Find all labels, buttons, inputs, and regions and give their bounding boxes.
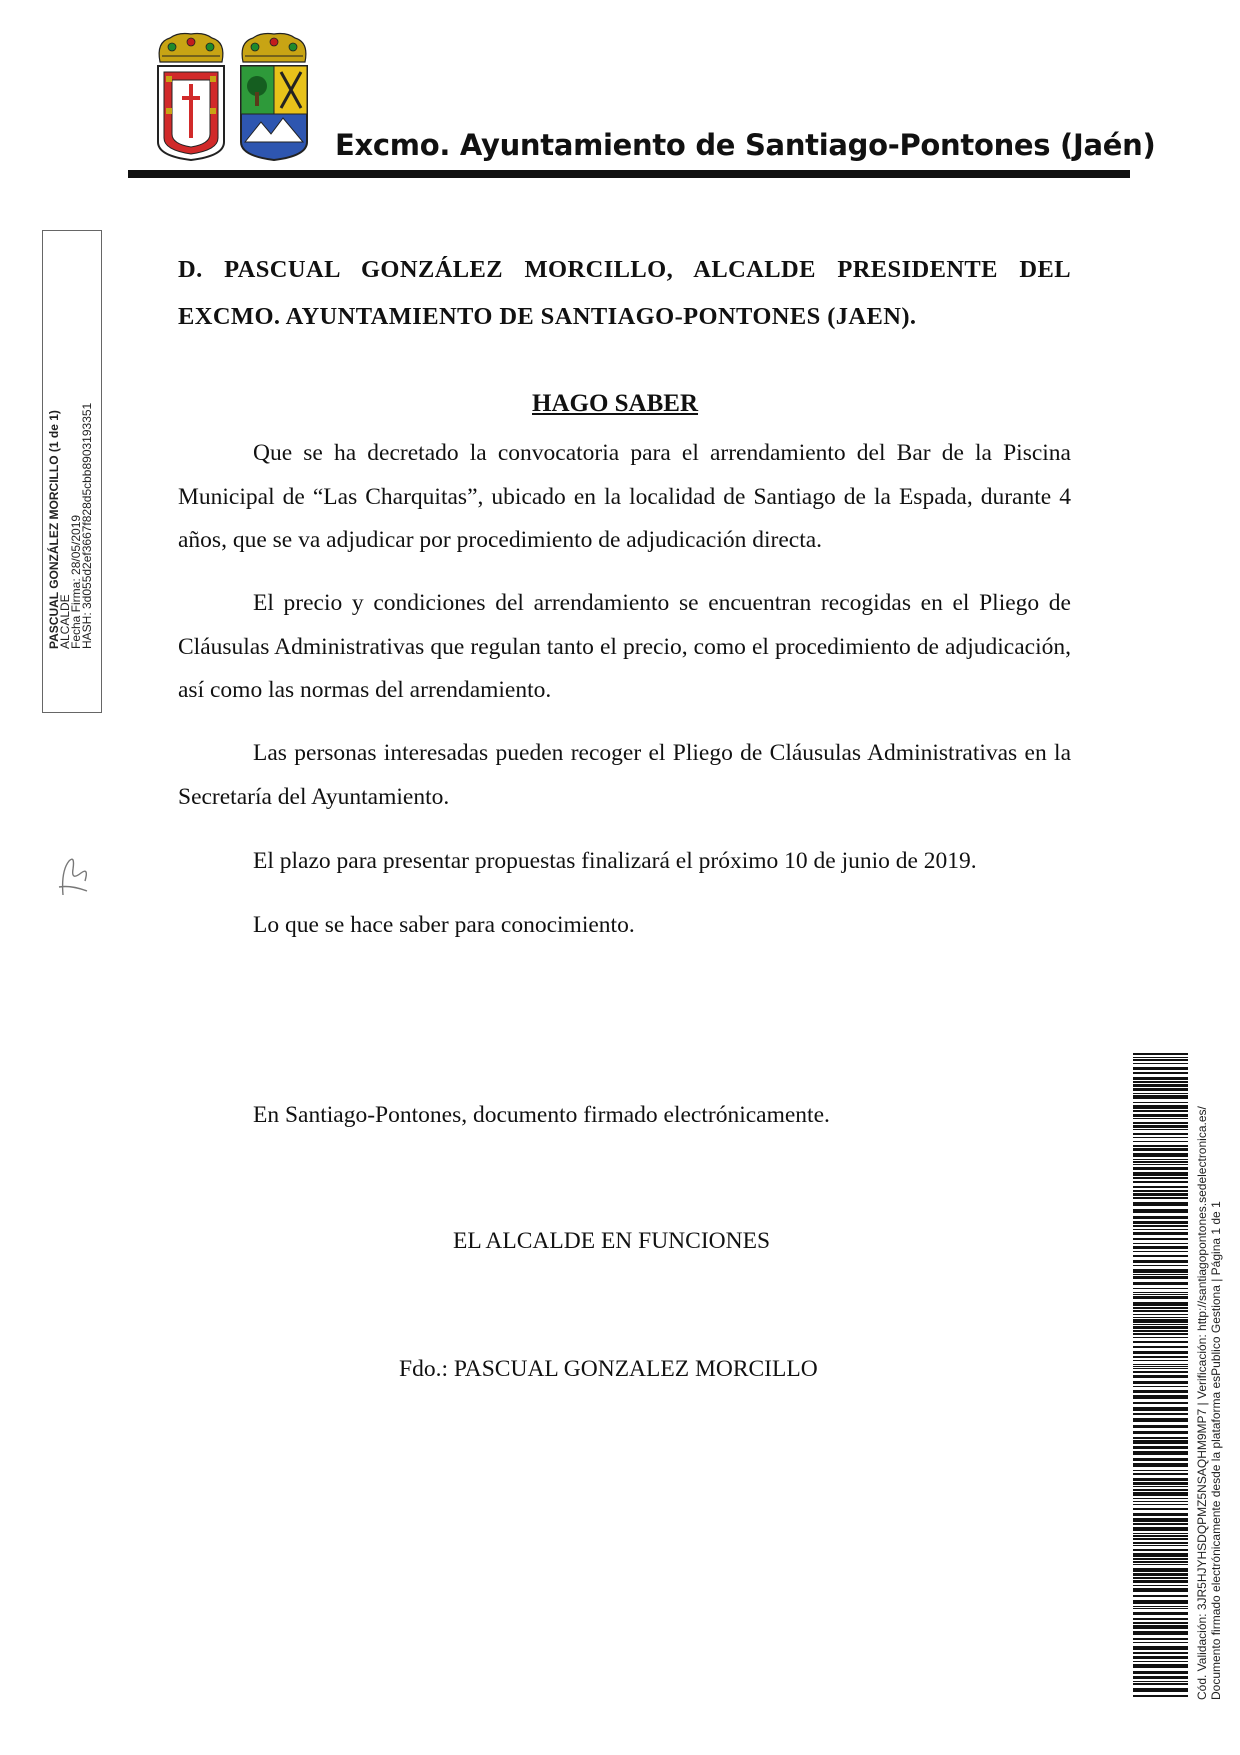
- barcode-bar: [1133, 1159, 1188, 1160]
- barcode-bar: [1133, 1209, 1188, 1213]
- verification-line-2: Documento firmado electrónicamente desde la plataforma esPublico Gestiona | Página 1 de 1: [1209, 1201, 1223, 1700]
- barcode-bar: [1133, 1482, 1188, 1485]
- paragraph-3: Las personas interesadas pueden recoger el Pliego de Cláusulas Administrativas en la Secretaría del Ayuntamiento.: [178, 740, 1071, 810]
- barcode-bar: [1133, 1527, 1188, 1531]
- document-subtitle: HAGO SABER: [532, 390, 699, 417]
- barcode-bar: [1133, 1375, 1188, 1378]
- barcode-bar: [1133, 1114, 1188, 1117]
- barcode-bar: [1133, 1265, 1188, 1266]
- barcode-bar: [1133, 1167, 1188, 1170]
- barcode-bar: [1133, 1346, 1188, 1348]
- barcode-bar: [1133, 1282, 1188, 1285]
- barcode-bar: [1133, 1148, 1188, 1151]
- barcode-bar: [1133, 1225, 1188, 1227]
- barcode-bar: [1133, 1446, 1188, 1449]
- barcode-bar: [1133, 1542, 1188, 1544]
- signature-signer: PASCUAL GONZÁLEZ MORCILLO (1 de 1): [47, 410, 61, 649]
- barcode-bar: [1133, 1276, 1188, 1279]
- barcode-bar: [1133, 1102, 1188, 1103]
- barcode-bar: [1133, 1197, 1188, 1199]
- barcode-bar: [1133, 1504, 1188, 1505]
- barcode-bar: [1133, 1221, 1188, 1224]
- verification-line-1: Cód. Validación: 3JR5HJYHSDQPMZ5NSAQHM9MP7 | Verificación: http://santiagopontones.sedelectronica.es/: [1195, 1106, 1209, 1700]
- barcode-bar: [1133, 1431, 1188, 1434]
- barcode-bar: [1133, 1622, 1188, 1624]
- barcode-bar: [1133, 1366, 1188, 1367]
- barcode-bar: [1133, 1381, 1188, 1384]
- municipal-crest-left: [152, 30, 230, 162]
- barcode-bar: [1133, 1533, 1188, 1534]
- barcode-bar: [1133, 1523, 1188, 1525]
- barcode-bar: [1133, 1595, 1188, 1597]
- barcode-bar: [1133, 1573, 1188, 1576]
- barcode-bar: [1133, 1317, 1188, 1318]
- barcode-bar: [1133, 1356, 1188, 1358]
- paragraph-2: El precio y condiciones del arrendamiento se encuentran recogidas en el Pliego de Cláusulas Administrativas que regulan tanto el precio, como el procedimiento de adjudicación, así como las normas del arrendamiento.: [178, 590, 1071, 703]
- barcode-bar: [1133, 1451, 1188, 1455]
- barcode-bar: [1133, 1341, 1188, 1343]
- barcode-bar: [1133, 1545, 1188, 1546]
- barcode-bar: [1133, 1288, 1188, 1289]
- barcode-bar: [1133, 1518, 1188, 1522]
- barcode-bar: [1133, 1498, 1188, 1499]
- barcode-bar: [1133, 1561, 1188, 1563]
- barcode-bar: [1133, 1145, 1188, 1147]
- barcode-bar: [1133, 1067, 1188, 1070]
- barcode-bar: [1133, 1608, 1188, 1609]
- barcode-bar: [1133, 1260, 1188, 1263]
- signature-date: Fecha Firma: 28/05/2019: [69, 514, 83, 649]
- barcode-bar: [1133, 1671, 1188, 1674]
- barcode-bar: [1133, 1202, 1188, 1206]
- barcode-bar: [1133, 1137, 1188, 1138]
- barcode-bar: [1133, 1478, 1188, 1481]
- barcode-bar: [1133, 1625, 1188, 1629]
- barcode-bar: [1133, 1631, 1188, 1635]
- signatory-name: Fdo.: PASCUAL GONZALEZ MORCILLO: [399, 1356, 818, 1382]
- barcode-bar: [1133, 1310, 1188, 1312]
- barcode-bar: [1133, 1307, 1188, 1309]
- barcode-bar: [1133, 1489, 1188, 1491]
- barcode-bar: [1133, 1296, 1188, 1299]
- barcode-bar: [1133, 1088, 1188, 1091]
- barcode-bar: [1133, 1232, 1188, 1235]
- barcode-bar: [1133, 1118, 1188, 1119]
- barcode-bar: [1133, 1612, 1188, 1615]
- header-title: Excmo. Ayuntamiento de Santiago-Pontones (Jaén): [335, 128, 1156, 162]
- deadline-text: El plazo para presentar propuestas finalizará el próximo 10 de junio de 2019.: [253, 848, 977, 874]
- barcode-bar: [1133, 1568, 1188, 1572]
- place-note: En Santiago-Pontones, documento firmado electrónicamente.: [253, 1102, 830, 1128]
- barcode-bar: [1133, 1294, 1188, 1295]
- barcode-bar: [1133, 1558, 1188, 1560]
- barcode-bar: [1133, 1440, 1188, 1444]
- barcode-bar: [1133, 1063, 1188, 1064]
- barcode-bar: [1133, 1059, 1188, 1061]
- barcode-bar: [1133, 1606, 1188, 1607]
- barcode-bar: [1133, 1463, 1188, 1467]
- barcode-bar: [1133, 1618, 1188, 1620]
- barcode-bar: [1133, 1077, 1188, 1080]
- barcode-bar: [1133, 1093, 1188, 1094]
- barcode-bar: [1133, 1390, 1188, 1393]
- barcode-bar: [1133, 1255, 1188, 1257]
- barcode-bar: [1133, 1125, 1188, 1128]
- barcode-bar: [1133, 1274, 1188, 1275]
- barcode-bar: [1133, 1600, 1188, 1604]
- barcode-bar: [1133, 1164, 1188, 1165]
- barcode-bar: [1133, 1190, 1188, 1192]
- document-heading: D. PASCUAL GONZÁLEZ MORCILLO, ALCALDE PRESIDENTE DEL EXCMO. AYUNTAMIENTO DE SANTIAGO-PONTONES (JAEN).: [178, 256, 1071, 330]
- barcode-bar: [1133, 1492, 1188, 1496]
- barcode-bar: [1133, 1364, 1188, 1365]
- barcode-bar: [1133, 1229, 1188, 1230]
- signature-stamp: [42, 230, 102, 713]
- barcode-bar: [1133, 1656, 1188, 1659]
- barcode-bar: [1133, 1473, 1188, 1475]
- header-rule: [128, 170, 1130, 178]
- barcode-bar: [1133, 1360, 1188, 1361]
- barcode-bar: [1133, 1084, 1188, 1087]
- barcode-bar: [1133, 1133, 1188, 1135]
- barcode-bar: [1133, 1588, 1188, 1592]
- barcode-bar: [1133, 1683, 1188, 1685]
- barcode-bar: [1133, 1333, 1188, 1335]
- barcode-bar: [1133, 1553, 1188, 1557]
- barcode-bar: [1133, 1661, 1188, 1662]
- barcode-bar: [1133, 1251, 1188, 1252]
- barcode-bar: [1133, 1081, 1188, 1083]
- barcode-bar: [1133, 1437, 1188, 1439]
- barcode-bar: [1133, 1646, 1188, 1650]
- barcode-bar: [1133, 1418, 1188, 1422]
- barcode-bar: [1133, 1695, 1188, 1697]
- barcode-bar: [1133, 1302, 1188, 1306]
- barcode-bar: [1133, 1057, 1188, 1058]
- barcode-bar: [1133, 1246, 1188, 1249]
- barcode-bar: [1133, 1513, 1188, 1516]
- barcode-bar: [1133, 1243, 1188, 1244]
- barcode-bar: [1133, 1580, 1188, 1583]
- barcode-bar: [1133, 1407, 1188, 1411]
- barcode-bar: [1133, 1292, 1188, 1293]
- barcode-bar: [1133, 1161, 1188, 1163]
- verification-text: [1195, 1054, 1235, 1700]
- barcode-bar: [1133, 1319, 1188, 1323]
- barcode-bar: [1133, 1564, 1188, 1565]
- barcode-bar: [1133, 1330, 1188, 1332]
- barcode-bar: [1133, 1371, 1188, 1373]
- barcode-bar: [1133, 1314, 1188, 1315]
- barcode-bar: [1133, 1538, 1188, 1540]
- barcode-bar: [1133, 1172, 1188, 1176]
- barcode-bar: [1133, 1095, 1188, 1099]
- barcode-bar: [1133, 1549, 1188, 1551]
- barcode-bar: [1133, 1105, 1188, 1109]
- closing-text: Lo que se hace saber para conocimiento.: [253, 912, 635, 938]
- barcode-bar: [1133, 1337, 1188, 1338]
- barcode-bar: [1133, 1177, 1188, 1179]
- validation-barcode: [1133, 1053, 1188, 1699]
- barcode-bar: [1133, 1402, 1188, 1404]
- barcode-bar: [1133, 1470, 1188, 1471]
- barcode-bar: [1133, 1186, 1188, 1188]
- barcode-bar: [1133, 1664, 1188, 1668]
- paragraph-1: Que se ha decretado la convocatoria para el arrendamiento del Bar de la Piscina Municipal de “Las Charquitas”, ubicado en la localidad de Santiago de la Espada, durante 4 años, que se va adjudicar por procedimiento de adjudicación directa.: [178, 440, 1071, 553]
- barcode-bar: [1133, 1676, 1188, 1679]
- barcode-bar: [1133, 1577, 1188, 1579]
- barcode-bar: [1133, 1181, 1188, 1183]
- barcode-bar: [1133, 1216, 1188, 1219]
- barcode-bar: [1133, 1072, 1188, 1074]
- barcode-bar: [1133, 1238, 1188, 1240]
- barcode-bar: [1133, 1351, 1188, 1354]
- signatory-title: EL ALCALDE EN FUNCIONES: [453, 1228, 771, 1254]
- barcode-bar: [1133, 1508, 1188, 1510]
- barcode-bar: [1133, 1153, 1188, 1157]
- barcode-bar: [1133, 1141, 1188, 1142]
- barcode-bar: [1133, 1501, 1188, 1502]
- barcode-bar: [1133, 1486, 1188, 1487]
- barcode-bar: [1133, 1053, 1188, 1055]
- barcode-bar: [1133, 1122, 1188, 1124]
- barcode-bar: [1133, 1324, 1188, 1325]
- barcode-bar: [1133, 1642, 1188, 1643]
- municipal-crest-right: [235, 30, 313, 162]
- barcode-bar: [1133, 1326, 1188, 1329]
- signature-stamp-text: [47, 216, 107, 699]
- barcode-bar: [1133, 1386, 1188, 1387]
- signature-hash: HASH: 3d055d2ef3667f828d5cbb8903193351: [80, 402, 94, 649]
- signature-role: ALCALDE: [58, 594, 72, 649]
- barcode-bar: [1133, 1269, 1188, 1273]
- barcode-bar: [1133, 1413, 1188, 1415]
- barcode-bar: [1133, 1585, 1188, 1586]
- barcode-bar: [1133, 1681, 1188, 1682]
- barcode-bar: [1133, 1193, 1188, 1196]
- barcode-bar: [1133, 1110, 1188, 1112]
- barcode-bar: [1133, 1395, 1188, 1399]
- handwritten-signature-icon: [51, 851, 95, 903]
- barcode-bar: [1133, 1688, 1188, 1692]
- barcode-bar: [1133, 1638, 1188, 1640]
- barcode-bar: [1133, 1129, 1188, 1130]
- barcode-bar: [1133, 1368, 1188, 1369]
- barcode-bar: [1133, 1652, 1188, 1654]
- barcode-bar: [1133, 1425, 1188, 1428]
- barcode-bar: [1133, 1535, 1188, 1537]
- barcode-bar: [1133, 1458, 1188, 1461]
